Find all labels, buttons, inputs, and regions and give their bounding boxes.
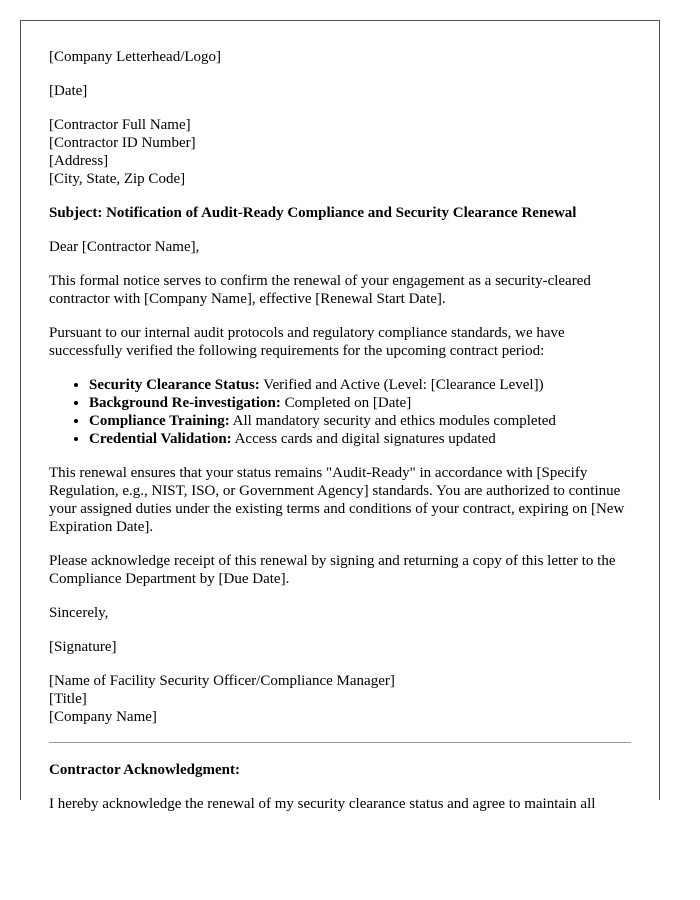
salutation: Dear [Contractor Name], <box>49 239 200 255</box>
requirement-text: Verified and Active (Level: [Clearance Level]) <box>259 377 544 393</box>
sender-title: [Title] <box>49 691 87 707</box>
requirement-text: Completed on [Date] <box>280 395 412 411</box>
acknowledge-paragraph: Please acknowledge receipt of this renewal by signing and returning a copy of this letter to the Compliance Department by [Due Date]. <box>49 553 616 587</box>
requirement-label: Background Re-investigation: <box>89 395 281 411</box>
list-item <box>89 394 631 412</box>
requirement-label: Compliance Training: <box>89 413 230 429</box>
recipient-address: [Address] <box>49 153 109 169</box>
recipient-block <box>49 116 631 188</box>
verification-paragraph: Pursuant to our internal audit protocols and regulatory compliance standards, we have successfully verified the following requirements for the upcoming contract period: <box>49 325 565 359</box>
requirement-text: Access cards and digital signatures updated <box>231 431 496 447</box>
sender-block <box>49 672 631 726</box>
letterhead: [Company Letterhead/Logo] <box>49 49 222 65</box>
audit-ready-paragraph: This renewal ensures that your status remains "Audit-Ready" in accordance with [Specify Regulation, e.g., NIST, ISO, or Government Agency] standards. You are authorized to continue your assigned duties under the existing terms and conditions of your contract, expiring on [New Expiration Date]. <box>49 465 625 535</box>
requirements-list <box>49 376 631 448</box>
list-item <box>89 376 631 394</box>
requirement-label: Credential Validation: <box>89 431 232 447</box>
letter-body <box>21 21 659 813</box>
acknowledgment-text: I hereby acknowledge the renewal of my security clearance status and agree to maintain all <box>49 796 596 812</box>
closing: Sincerely, <box>49 605 109 621</box>
subject-line: Subject: Notification of Audit-Ready Compliance and Security Clearance Renewal <box>49 205 577 221</box>
recipient-city-state-zip: [City, State, Zip Code] <box>49 171 186 187</box>
section-divider <box>49 742 631 743</box>
acknowledgment-heading: Contractor Acknowledgment: <box>49 762 240 778</box>
list-item <box>89 412 631 430</box>
signature-placeholder: [Signature] <box>49 639 117 655</box>
intro-paragraph: This formal notice serves to confirm the renewal of your engagement as a security-cleared contractor with [Company Name], effective [Renewal Start Date]. <box>49 273 591 307</box>
letter-date: [Date] <box>49 83 88 99</box>
letter-page <box>20 20 660 812</box>
recipient-id: [Contractor ID Number] <box>49 135 196 151</box>
sender-name: [Name of Facility Security Officer/Compliance Manager] <box>49 673 395 689</box>
requirement-text: All mandatory security and ethics modules completed <box>229 413 556 429</box>
sender-company: [Company Name] <box>49 709 157 725</box>
list-item <box>89 430 631 448</box>
recipient-name: [Contractor Full Name] <box>49 117 191 133</box>
requirement-label: Security Clearance Status: <box>89 377 260 393</box>
